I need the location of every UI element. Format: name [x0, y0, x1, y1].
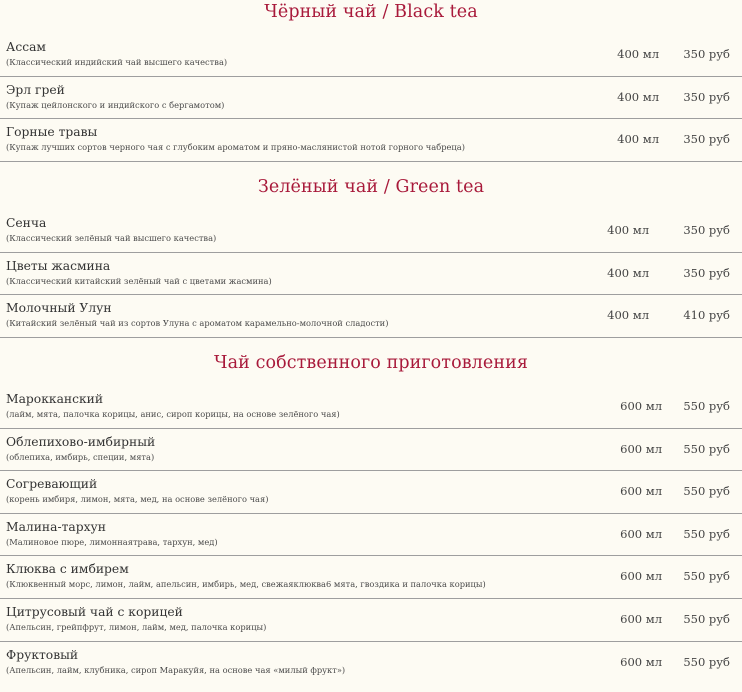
item-volume: 400 мл: [607, 308, 649, 323]
item-volume: 600 мл: [620, 441, 662, 456]
item-price: 550 руб: [683, 441, 730, 456]
item-description: (облепиха, имбирь, специи, мята): [6, 451, 155, 462]
item-name: Цитрусовый чай с корицей: [6, 604, 183, 619]
menu-item: [0, 429, 742, 472]
item-name: Фруктовый: [6, 647, 79, 662]
item-description: (Малиновое пюре, лимоннаятрава, тархун, мед): [6, 536, 218, 547]
item-name: Облепихово-имбирный: [6, 434, 156, 449]
item-price: 550 руб: [683, 526, 730, 541]
item-price: 410 руб: [683, 308, 730, 323]
item-volume: 600 мл: [620, 569, 662, 584]
item-volume: 600 мл: [620, 654, 662, 669]
item-name: Сенча: [6, 216, 47, 230]
section-title: Зелёный чай / Green tea: [257, 177, 485, 197]
item-description: (Клюквенный морс, лимон, лайм, апельсин, имбирь, мед, свежаяклюква6 мята, гвоздика и палочка корицы): [6, 579, 486, 590]
item-price: 350 руб: [683, 89, 730, 104]
menu-item: [0, 119, 742, 162]
menu-list: [0, 386, 742, 684]
item-description: (лайм, мята, палочка корицы, анис, сироп корицы, на основе зелёного чая): [6, 409, 340, 419]
item-volume: 600 мл: [620, 526, 662, 541]
item-description: (Классический зелёный чай высшего качества): [6, 233, 217, 243]
item-price: 350 руб: [683, 223, 730, 237]
item-description: (Китайский зелёный чай из сортов Улуна с ароматом карамельно-молочной сладости): [6, 318, 389, 329]
menu-item: [0, 77, 742, 120]
section-title: Чай собственного приготовления: [213, 353, 529, 373]
menu-item: [0, 34, 742, 77]
item-description: (корень имбиря, лимон, мята, мед, на основе зелёного чая): [6, 494, 269, 505]
section-green-tea: [0, 176, 742, 338]
menu-list: [0, 210, 742, 338]
item-description: (Апельсин, лайм, клубника, сироп Маракуйя, на основе чая «милый фрукт»): [6, 664, 346, 675]
item-volume: 600 мл: [620, 611, 662, 626]
menu-list: [0, 34, 742, 162]
item-price: 350 руб: [683, 47, 730, 61]
section-house-tea: [0, 352, 742, 684]
menu-item: [0, 386, 742, 429]
menu-item: [0, 253, 742, 296]
item-name: Горные травы: [6, 125, 98, 140]
menu-item: [0, 514, 742, 557]
item-volume: 400 мл: [617, 132, 659, 147]
menu-item: [0, 599, 742, 642]
item-name: Согревающий: [6, 477, 98, 492]
menu-item: [0, 295, 742, 338]
item-price: 550 руб: [683, 654, 730, 669]
item-volume: 600 мл: [620, 484, 662, 499]
item-volume: 400 мл: [607, 223, 649, 237]
item-price: 350 руб: [683, 265, 730, 280]
menu-item: [0, 471, 742, 514]
item-volume: 400 мл: [617, 47, 659, 61]
item-name: Цветы жасмина: [6, 258, 111, 273]
item-price: 550 руб: [683, 484, 730, 499]
item-name: Марокканский: [6, 392, 104, 406]
item-name: Молочный Улун: [6, 301, 112, 316]
item-volume: 400 мл: [607, 265, 649, 280]
item-price: 550 руб: [683, 399, 730, 413]
item-name: Клюква с имбирем: [6, 562, 129, 577]
item-name: Ассам: [6, 40, 46, 54]
section-title: Чёрный чай / Black tea: [264, 2, 478, 22]
item-description: (Классический китайский зелёный чай с цветами жасмина): [6, 275, 272, 286]
item-volume: 600 мл: [620, 399, 662, 413]
item-description: (Купаж цейлонского и индийского с бергамотом): [6, 99, 225, 110]
item-description: (Купаж лучших сортов черного чая с глубоким ароматом и пряно-маслянистой нотой горного чабреца): [6, 142, 465, 153]
item-description: (Классический индийский чай высшего качества): [6, 57, 228, 67]
item-price: 350 руб: [683, 132, 730, 147]
item-volume: 400 мл: [617, 89, 659, 104]
section-black-tea: [0, 0, 742, 162]
item-price: 550 руб: [683, 569, 730, 584]
item-description: (Апельсин, грейпфрут, лимон, лайм, мед, палочка корицы): [6, 621, 267, 632]
menu-item: [0, 210, 742, 253]
menu-item: [0, 556, 742, 599]
item-price: 550 руб: [683, 611, 730, 626]
menu-item: [0, 642, 742, 685]
item-name: Эрл грей: [6, 82, 65, 97]
item-name: Малина-тархун: [6, 519, 106, 534]
